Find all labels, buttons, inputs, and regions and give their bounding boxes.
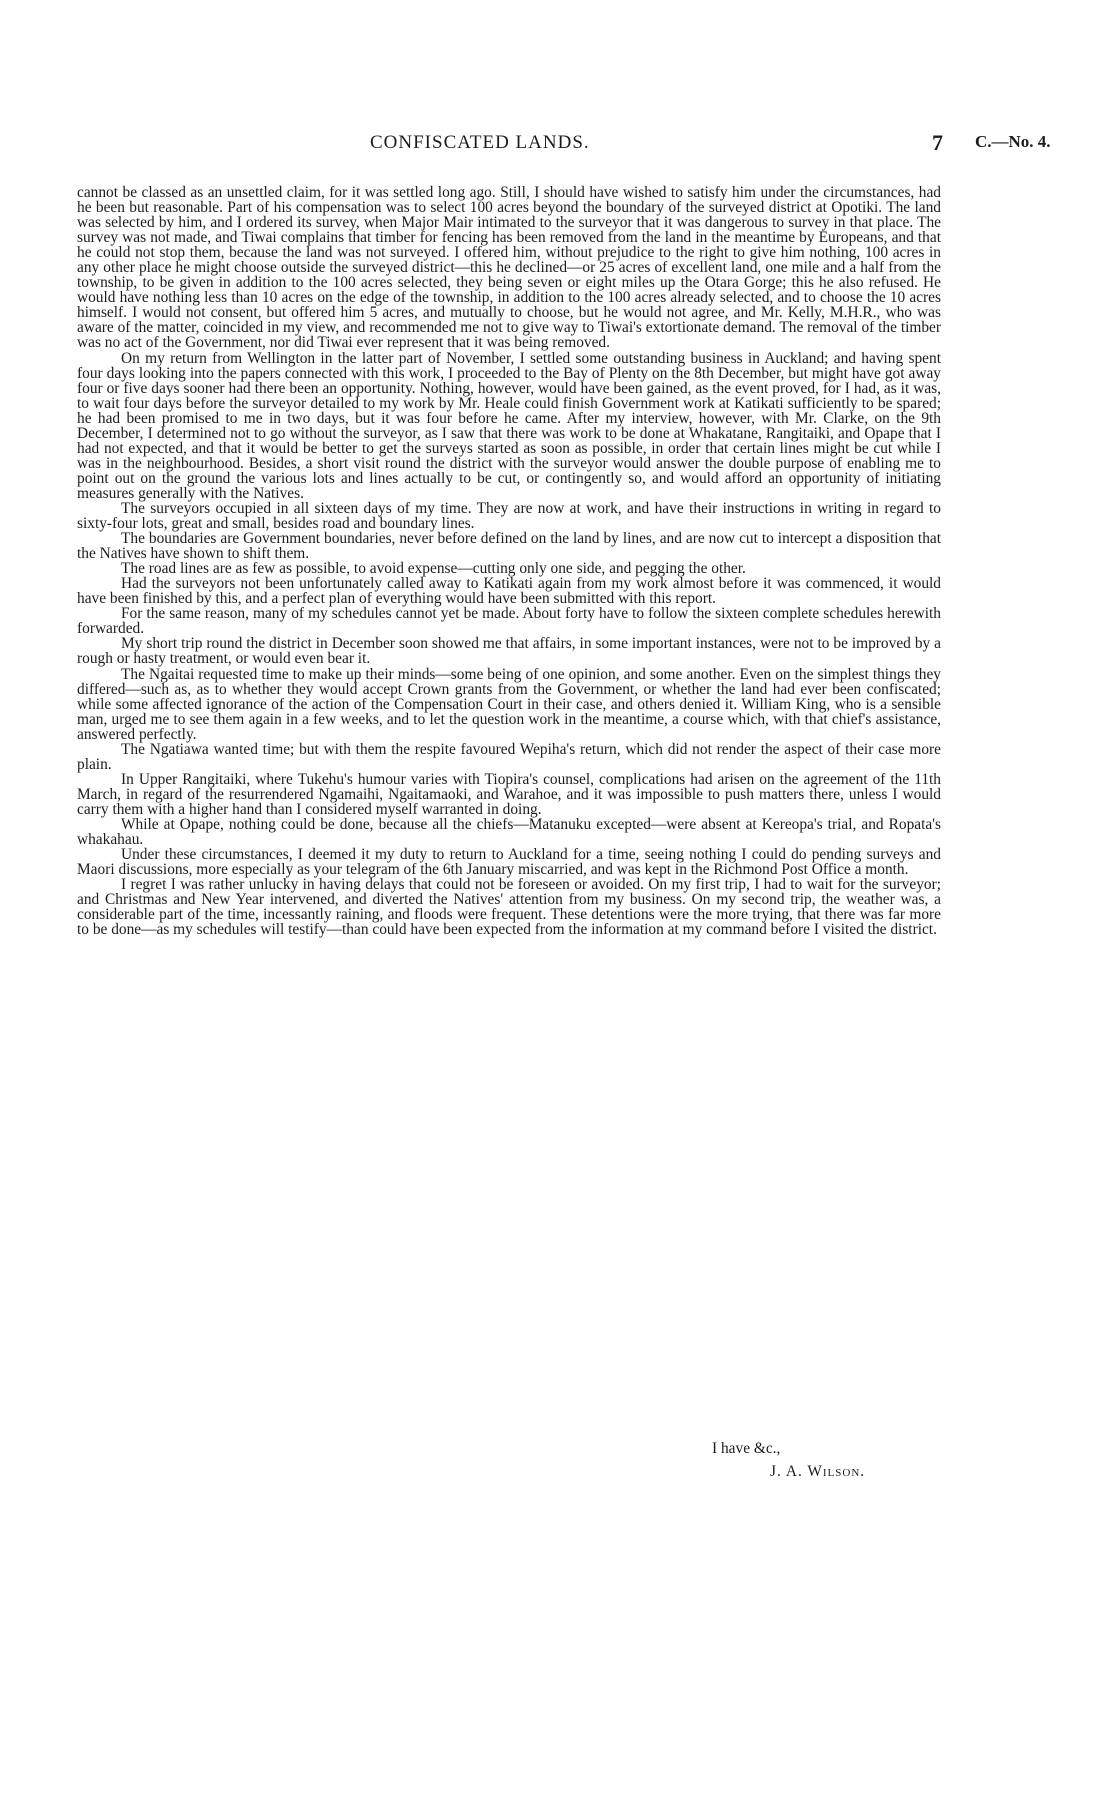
paragraph: Had the surveyors not been unfortunately called away to Katikati again from my work almost before it was commenced, it would have been finished by this, and a perfect plan of everything would have been submitted with this report. [77,575,941,608]
body-text [77,185,941,937]
paragraph: cannot be classed as an unsettled claim, for it was settled long ago. Still, I should have wished to satisfy him under the circumstances, had he been but reasonable. Part of his compensation was to select 100 acres beyond the boundary of the surveyed district at Opotiki. The land was selected by him, and I ordered its survey, when Major Mair intimated to the surveyor that it was dangerous to survey in that place. The survey was not made, and Tiwai complains that timber for fencing has been removed from the land in the meantime by Europeans, and that he could not stop them, because the land was not surveyed. I offered him, without prejudice to the right to give him nothing, 100 acres in any other place he might choose outside the surveyed district—this he declined—or 25 acres of excellent land, one mile and a half from the township, to be given in addition to the 100 acres selected, they being seven or eight miles up the Otara Gorge; this he also refused. He would have nothing less than 10 acres on the edge of the township, in addition to the 100 acres already selected, and to choose the 10 acres himself. I would not consent, but offered him 5 acres, and mutually to choose, but he would not agree, and Mr. Kelly, M.H.R., who was aware of the matter, coincided in my view, and recommended me not to give way to Tiwai's extortionate demand. The removal of the timber was no act of the Government, nor did Tiwai ever represent that it was being removed. [77,184,941,352]
closing-salutation: I have &c., [712,1440,781,1457]
paragraph: On my return from Wellington in the latter part of November, I settled some outstanding business in Auckland; and having spent four days looking into the papers connected with this work, I proceeded to the Bay of Plenty on the 8th December, but might have got away four or five days sooner had there been an opportunity. Nothing, however, would have been gained, as the event proved, for I had, as it was, to wait four days before the surveyor detailed to my work by Mr. Heale could finish Government work at Katikati sufficiently to be spared; he had been promised to me in two days, but it was four before he came. After my interview, however, with Mr. Clarke, on the 9th December, I determined not to go without the surveyor, as I saw that there was work to be done at Whakatane, Rangitaiki, and Opape that I had not expected, and that it would be better to get the surveys started as soon as possible, in order that certain lines might be cut while I was in the neighbourhood. Besides, a short visit round the district with the surveyor would answer the double purpose of enabling me to point out on the ground the various lots and lines actually to be cut, or contingently so, and would afford an opportunity of initiating measures generally with the Natives. [77,349,941,502]
paragraph: The Ngatiawa wanted time; but with them the respite favoured Wepiha's return, which did not render the aspect of their case more plain. [77,740,941,773]
page-number: 7 [932,130,943,155]
page-header [0,132,1114,162]
paragraph: I regret I was rather unlucky in having delays that could not be foreseen or avoided. On my first trip, I had to wait for the surveyor; and Christmas and New Year intervened, and diverted the Natives' attention from my business. On my second trip, the weather was, a considerable part of the time, incessantly raining, and floods were frequent. These detentions were the more trying, that there was far more to be done—as my schedules will testify—than could have been expected from the information at my command before I visited the district. [77,876,941,939]
paragraph: My short trip round the district in December soon showed me that affairs, in some important instances, were not to be improved by a rough or hasty treatment, or would even bear it. [77,635,941,668]
paragraph: While at Opape, nothing could be done, because all the chiefs—Matanuku excepted—were absent at Kereopa's trial, and Ropata's whakahau. [77,815,941,849]
paragraph: The Ngaitai requested time to make up their minds—some being of one opinion, and some another. Even on the simplest things they differed—such as, as to whether they would accept Crown grants from the Government, or whether the land had ever been confiscated; while some affected ignorance of the action of the Compensation Court in their case, and others denied it. William King, who is a sensible man, urged me to see them again in a few weeks, and to let the question work in the meantime, a course which, with that chief's assistance, answered perfectly. [77,665,941,743]
paragraph: In Upper Rangitaiki, where Tukehu's humour varies with Tiopira's counsel, complications had arisen on the agreement of the 11th March, in regard of the resurrendered Ngamaihi, Ngaitamaoki, and Warahoe, and it was impossible to push matters there, unless I would carry them with a higher hand than I considered myself warranted in doing. [77,770,941,818]
paragraph: The road lines are as few as possible, to avoid expense—cutting only one side, and pegging the other. [121,560,746,578]
paragraph: Under these circumstances, I deemed it my duty to return to Auckland for a time, seeing nothing I could do pending surveys and Maori discussions, more especially as your telegram of the 6th January miscarried, and was kept in the Richmond Post Office a month. [77,846,941,879]
signature: J. A. Wilson. [770,1463,866,1480]
paragraph: The surveyors occupied in all sixteen days of my time. They are now at work, and have their instructions in writing in regard to sixty-four lots, great and small, besides road and boundary lines. [77,499,941,533]
paragraph: For the same reason, many of my schedules cannot yet be made. About forty have to follow the sixteen complete schedules herewith forwarded. [77,605,941,638]
paragraph: The boundaries are Government boundaries, never before defined on the land by lines, and are now cut to intercept a disposition that the Natives have shown to shift them. [77,530,941,563]
page-title: CONFISCATED LANDS. [370,132,590,153]
document-reference: C.—No. 4. [975,132,1051,151]
